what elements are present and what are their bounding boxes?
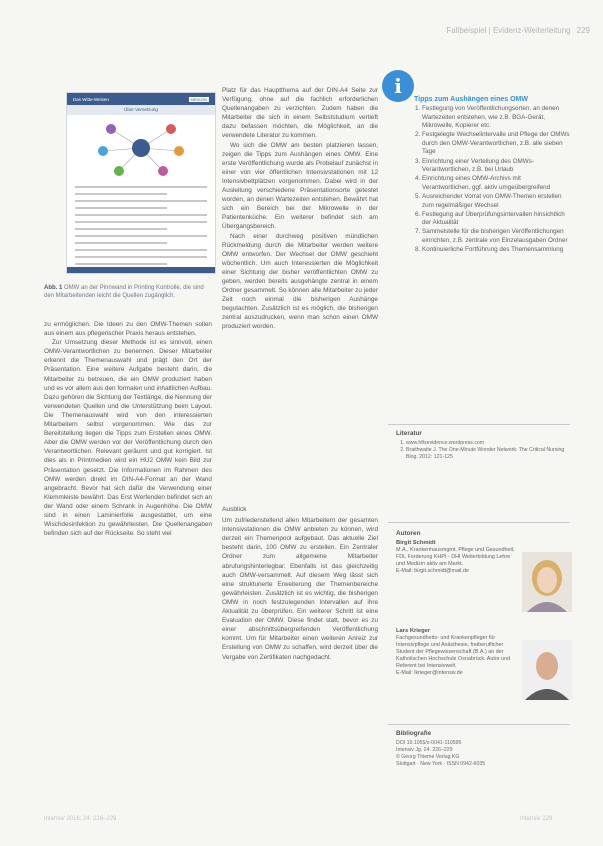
- bibliography-line: © Georg Thieme Verlag KG: [396, 754, 460, 760]
- literature-item: 1. www.hftsevidence.wordpress.com: [406, 440, 568, 447]
- author-photo: [522, 640, 572, 700]
- page-number: 229: [576, 26, 590, 35]
- author-name: Lars Krieger: [396, 628, 431, 634]
- figure-footer-bar: [67, 267, 215, 273]
- author-bio: M.A., Krankenhausmgmt. Pflege und Gesundheit, FDL Forderung KHPI - DHI Weiterbildung Lehre und Medizin aktiv am Markt.: [396, 547, 515, 567]
- figure-logo: MEDIZIN: [190, 96, 207, 102]
- bibliography-heading: Bibliografie: [396, 730, 432, 737]
- author-photo: [522, 552, 572, 612]
- figure-image: [66, 92, 216, 274]
- footer-left: Intensiv 2016; 24: 226–229: [44, 816, 117, 822]
- author-email: E-Mail: lkrieger@intensiv.de: [396, 670, 463, 676]
- column-1: [44, 320, 212, 538]
- authors-heading: Autoren: [396, 530, 421, 537]
- tips-item: 4. Einrichtung eines OMW-Archivs mit Verantwortlichen, ggf. aktiv umgeübergreifend: [422, 175, 570, 192]
- tips-list: [388, 105, 570, 255]
- footer-right: Intensiv 229: [520, 816, 553, 822]
- literature-item: 2. Braithwaite J. The One-Minute Wonder Network: The Critical Nursing Blog. 2012: 121-125: [406, 447, 568, 461]
- tips-item: 1. Festlegung von Veröffentlichungsorten, an denen Wartezeiten entstehen, wie z.B. BGA-Gerät, Mikrowelle, Kopierer etc.: [422, 105, 570, 131]
- figure-diagram: [81, 117, 201, 179]
- divider: [388, 522, 570, 523]
- tips-item: 7. Sammelstelle für die bisherigen Veröffentlichungen einrichten, z.B. zentrale von Einzelausgaben Ordner: [422, 228, 570, 245]
- tips-item: 3. Einrichtung einer Verteilung des OMWs-Verantwortlichen, z.B. bei Urlaub: [422, 158, 570, 175]
- literature-section: [396, 430, 568, 461]
- figure-title-bar: [67, 93, 215, 105]
- divider: [388, 724, 570, 725]
- author-card: [396, 540, 572, 620]
- caption-text: OMW an der Pinnwand in Printing Kontrolle, die sind den Mitarbeitenden leicht die Quellen zugänglich.: [44, 285, 204, 299]
- col2b-paragraph: Um zufriedenstellend allen Mitarbeitern der gesamten Intensivstationen die OMW anbieten zu können, wird derzeit ein Themenpool aufgebaut. Das aktuelle Ziel besteht darin, 100 OMW zu erstellen. Ein Zentraler Ordner zum allgemeine Mitarbeiter abrufungshinterlegbar. Ebenfalls ist das gleichzeitig auch OMW-versammelt. Auf diesem Weg lässt sich eine strukturierte Erweiterung der Themenbereiche gewährleisten. Zusätzlich ist es wichtig, die bisherigen OMW in noch festzulegenden Intervallen auf ihre Aktualität zu überprüfen. Ein weiterer Schritt ist eine Evaluation der OMW. Diese findet statt, bevor es zu einer abschnittsübergreifenden Veröffentlichung kommt. Um für Mitarbeiter einen weiteren Anreiz zur Erstellung von OMW zu schaffen, wird derzeit über die Vergabe von Zertifikaten nachgedacht.: [222, 517, 378, 661]
- authors-section: [396, 530, 572, 716]
- info-icon: i: [382, 70, 414, 102]
- bibliography-section: [396, 730, 568, 768]
- tips-box: [388, 96, 570, 255]
- tips-title: Tipps zum Aushängen eines OMW: [414, 96, 528, 103]
- author-email: E-Mail: birgit.schmidt@mail.de: [396, 568, 469, 574]
- col1-paragraph: Zur Umsetzung dieser Methode ist es sinnvoll, einen OMW-Verantwortlichen zu benennen. Dieser Mitarbeiter erkennt die Themenauswahl und prägt den Ort der Präsentation. Eine weitere Aufgabe besteht darin, die Mitarbeiter zu betreuen, die ein OMW produziert haben und es vor allem aus den formalen und inhaltlichen Aufbau. Dazu gehören die Sichtung der Textlänge, die Nennung der verwendeten Quellen und die Unterstützung beim Layout. Die Themenauswahl wird von den interessierten Mitarbeitern selbst vorgenommen. Wie das zur Bereitstellung liegen die Tipps zum Erstellen eines OMW. Aber die OMW werden vor der Veröffentlichung durch den Verantwortlichen. Relevant geräumt und gut korrigiert. Ist dies als in Printmedien wird ein HU2 OMW kein Bild zur Präsentation gesetzt. Die Informationen im Rahmen des OMW werden direkt im DIN-A4-Format an der Wand angebracht. Bevor hat sich dafür die Verwendung einer Klemmleiste bewährt. Das Erst Werfenden befindet sich an der Wand oder einem Schrank in Augenhöhe. Die OMW sind in einen Laminierfolie ausgestattet, um eine Wischdesinfektion zu gewährleisten. Die Quellenangaben befinden sich auf der Rückseite. So steht viel: [44, 339, 212, 538]
- tips-item: 8. Kontinuierliche Fortführung des Themensammlung: [422, 246, 570, 255]
- running-title: Fallbeispiel | Evidenz-Weiterleitung: [446, 26, 571, 35]
- figure-text-lines: [67, 179, 215, 267]
- literature-list: [396, 440, 568, 461]
- column-2: [222, 86, 378, 332]
- figure-top-title: Das Witte-Weisen: [73, 96, 109, 102]
- section-heading: Ausblick: [222, 506, 247, 513]
- col2-paragraph: Nach einer durchweg positiven mündlichen Rückmeldung durch die Mitarbeiter werden weitere OMW entworfen. Der Wechsel der OMW geschieht wöchentlich. Um auch Interessierten die Möglichkeit einer Sichtung der bisher veröffentlichten OMW zu geben, werden bereits ausgehängte zentral in einem Ordner gesammelt. So können alle Mitarbeiter zu jeder Zeit noch einmal die bisherigen Aushänge begutachten. Zusätzlich ist es möglich, die bisherigen zentral auszudrucken, wenn man schon einen OMW produziert worden.: [222, 232, 378, 331]
- literature-heading: Literatur: [396, 430, 422, 437]
- col2-paragraph: Platz für das Hauptthema auf der DIN-A4 Seite zur Verfügung, ohne auf die fachlich erforderlichen Quellenangaben zu verzichten. Zudem haben die Mitarbeiter die sich in einem Selbststudium vertieft dazu befassen möchten, die Möglichkeit, an die verwendete Literatur zu kommen.: [222, 87, 378, 140]
- bibliography-line: Intensiv Jg. 24: 226–229: [396, 747, 453, 753]
- author-name: Birgit Schmidt: [396, 540, 436, 546]
- figure-subtitle: Über Vernetzung: [67, 105, 215, 115]
- tips-item: 2. Festgelegte Wechselintervalle und Pflege der OMWs durch den OMW-Verantwortlichen, z.B. alle sieben Tage: [422, 131, 570, 157]
- bibliography-line: Stuttgart · New York · ISSN 0942-6035: [396, 761, 486, 767]
- section-ausblick: [222, 505, 378, 662]
- caption-label: Abb. 1: [44, 285, 63, 291]
- figure-caption: [44, 284, 214, 300]
- col2-paragraph: Wo sich die OMW am besten platzieren lassen, zeigen die Tipps zum Aushängen eines OMW. Eine erste Veröffentlichung wurde als Probelauf zunächst in einer von vier öffentlichen Intensivstationen mit 12 Intensivbettplätzen vorgenommen. Dabei wird in der Ausleitung verschiedene Präsentationsorte getestet worden, an denen Wartezeiten entstehen. Bewährt hat sich ein Bereich bei der Mikrowelle in der Patientenküche. Ein weiterer befindet sich am Übergangsbereich.: [222, 141, 378, 231]
- running-header: [380, 26, 590, 35]
- author-bio: Fachgesundheits- und Krankenpfleger für Intensivpflege und Anästhesie, freiberuflicher Student der Pflegewissenschaft (B.A.) an der Katholischen Hochschule Osnabrück. Autor und Referent bei Intensivwelt.: [396, 635, 511, 669]
- tips-item: 6. Festlegung auf Überprüfungsintervallen hinsichtlich der Aktualität: [422, 211, 570, 228]
- bibliography-line: DOI 10.1055/s-0041-110595: [396, 740, 462, 746]
- divider: [388, 424, 570, 425]
- author-card: [396, 628, 572, 708]
- col1-paragraph: zu ermöglichen. Die Ideen zu den OMW-Themen sollen aus einem aus pflegerischer Praxis heraus entstehen.: [44, 321, 212, 338]
- tips-item: 5. Ausreichender Vorrat von OMW-Themen erstellen zum regelmäßiger Wechsel: [422, 193, 570, 210]
